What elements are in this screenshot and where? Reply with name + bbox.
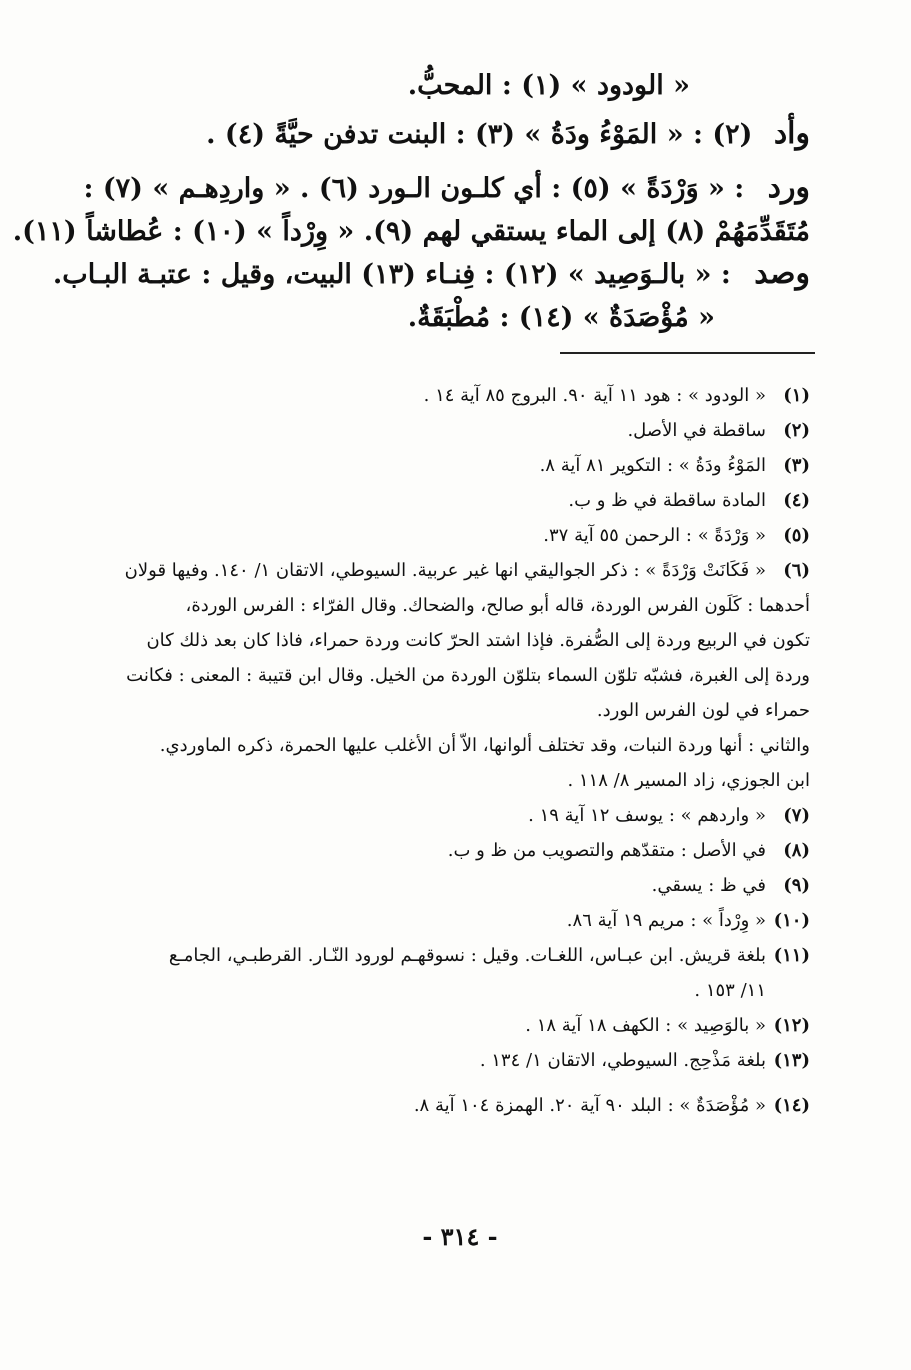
footnote-continuation: والثاني : أنها وردة النبات، وقد تختلف ألوانها، الاّ أن الأغلب عليها الحمرة، ذكره الماوردي. (159, 735, 810, 756)
entry-line: : « بالـوَصِيد » (١٢) : فِنـاء (١٣) البيت، وقيل : عتبـة البـاب. (52, 259, 731, 290)
entry-line: مُتَقَدِّمَهُمْ (٨) إلى الماء يستقي لهم (٩). « وِرْداً » (١٠) : عُطاشاً (١١). (12, 216, 810, 247)
entry-line: (٢) : « المَوْءُ ودَةُ » (٣) : البنت تدفن حيَّةً (٤) . (206, 119, 753, 150)
footnote-continuation: تكون في الربيع وردة إلى الصُّفرة. فإذا اشتد الحرّ كانت وردة حمراء، فاذا كان بعد ذلك كان (146, 630, 810, 651)
footnote-number: (١٤) (773, 1095, 810, 1116)
entry-line: « الودود » (١) : المحبُّ. (407, 70, 690, 101)
footnote-text: المَوْءُ ودَةُ » : التكوير ٨١ آية ٨. (539, 455, 766, 476)
footnote-number: (٤) (783, 490, 810, 511)
footnote-11 (130, 938, 810, 973)
footnote-text: « فَكَانَتْ وَرْدَةً » : ذكر الجواليقي انها غير عربية. السيوطي، الاتقان ١/ ١٤٠. وفيها قولان (124, 560, 766, 581)
entry-line: : « وَرْدَةً » (٥) : أي كلـون الـورد (٦) . « واردِهـم » (٧) : (83, 173, 745, 204)
footnote-text: « الودود » : هود ١١ آية ٩٠. البروج ٨٥ آية ١٤ . (423, 385, 766, 406)
footnote-10 (130, 903, 810, 938)
entry-ward (12, 166, 810, 254)
footnote-text: المادة ساقطة في ظ و ب. (568, 490, 766, 511)
footnote-continuation: ابن الجوزي، زاد المسير ٨/ ١١٨ . (567, 770, 810, 791)
footnote-2 (130, 413, 810, 448)
footnote-text: بلغة مَذْحِج. السيوطي، الاتقان ١/ ١٣٤ . (479, 1050, 766, 1071)
footnote-5 (130, 518, 810, 553)
footnote-number: (٥) (783, 525, 810, 546)
footnote-number: (٩) (783, 875, 810, 896)
entry-head: وصد (754, 256, 810, 291)
footnote-number: (٦) (783, 560, 810, 581)
footnote-number: (١١) (773, 945, 810, 966)
footnote-text: « وَرْدَةً » : الرحمن ٥٥ آية ٣٧. (543, 525, 766, 546)
entry-wasad (52, 252, 810, 340)
footnote-1 (130, 378, 810, 413)
footnote-text: « مُؤْصَدَةٌ » : البلد ٩٠ آية ٢٠. الهمزة ١٠٤ آية ٨. (413, 1095, 766, 1116)
footnote-4 (130, 483, 810, 518)
footnote-text: « وِرْداً » : مريم ١٩ آية ٨٦. (566, 910, 766, 931)
footnote-13 (130, 1043, 810, 1078)
footnote-7 (130, 798, 810, 833)
footnote-continuation: أحدهما : كَلَون الفرس الوردة، قاله أبو صالح، والضحاك. وقال الفرّاء : الفرس الوردة، (185, 595, 810, 616)
footnote-number: (٧) (783, 805, 810, 826)
footnote-number: (١٢) (773, 1015, 810, 1036)
entry-line: « مُؤْصَدَةٌ » (١٤) : مُطْبَقَةٌ. (407, 302, 715, 333)
footnote-number: (٢) (783, 420, 810, 441)
footnote-text: ساقطة في الأصل. (627, 420, 766, 441)
footnote-8 (130, 833, 810, 868)
footnote-12 (130, 1008, 810, 1043)
entry-wadud (130, 64, 810, 108)
footnote-9 (130, 868, 810, 903)
entry-head: وأد (773, 116, 810, 151)
footnote-number: (١٣) (773, 1050, 810, 1071)
footnotes (124, 378, 810, 1123)
entry-wa-d (130, 112, 810, 156)
footnote-number: (١) (783, 385, 810, 406)
footnote-14 (130, 1088, 810, 1123)
entry-head: ورد (767, 170, 810, 205)
footnote-continuation: وردة إلى الغبرة، فشبّه تلوّن السماء بتلوّن الوردة من الخيل. وقال ابن قتيبة : المعنى : فكانت (126, 665, 810, 686)
footnote-number: (١٠) (773, 910, 810, 931)
footnote-3 (130, 448, 810, 483)
footnote-continuation: حمراء في لون الفرس الورد. (596, 700, 810, 721)
footnote-text: « واردهم » : يوسف ١٢ آية ١٩ . (528, 805, 766, 826)
footnote-divider (560, 352, 815, 354)
footnote-continuation: ١١/ ١٥٣ . (694, 980, 766, 1001)
footnote-text: « بالوَصِيد » : الكهف ١٨ آية ١٨ . (525, 1015, 766, 1036)
footnote-text: في الأصل : متقدّهم والتصويب من ظ و ب. (447, 840, 766, 861)
page-number: - ٣١٤ - (422, 1222, 498, 1251)
footnote-text: في ظ : يسقي. (651, 875, 766, 896)
footnote-number: (٣) (783, 455, 810, 476)
footnote-number: (٨) (783, 840, 810, 861)
footnote-text: بلغة قريش. ابن عبـاس، اللغـات. وقيل : نسوقهـم لورود النّـار. القرطبـي، الجامـع (168, 945, 766, 966)
footnote-6 (124, 553, 810, 588)
